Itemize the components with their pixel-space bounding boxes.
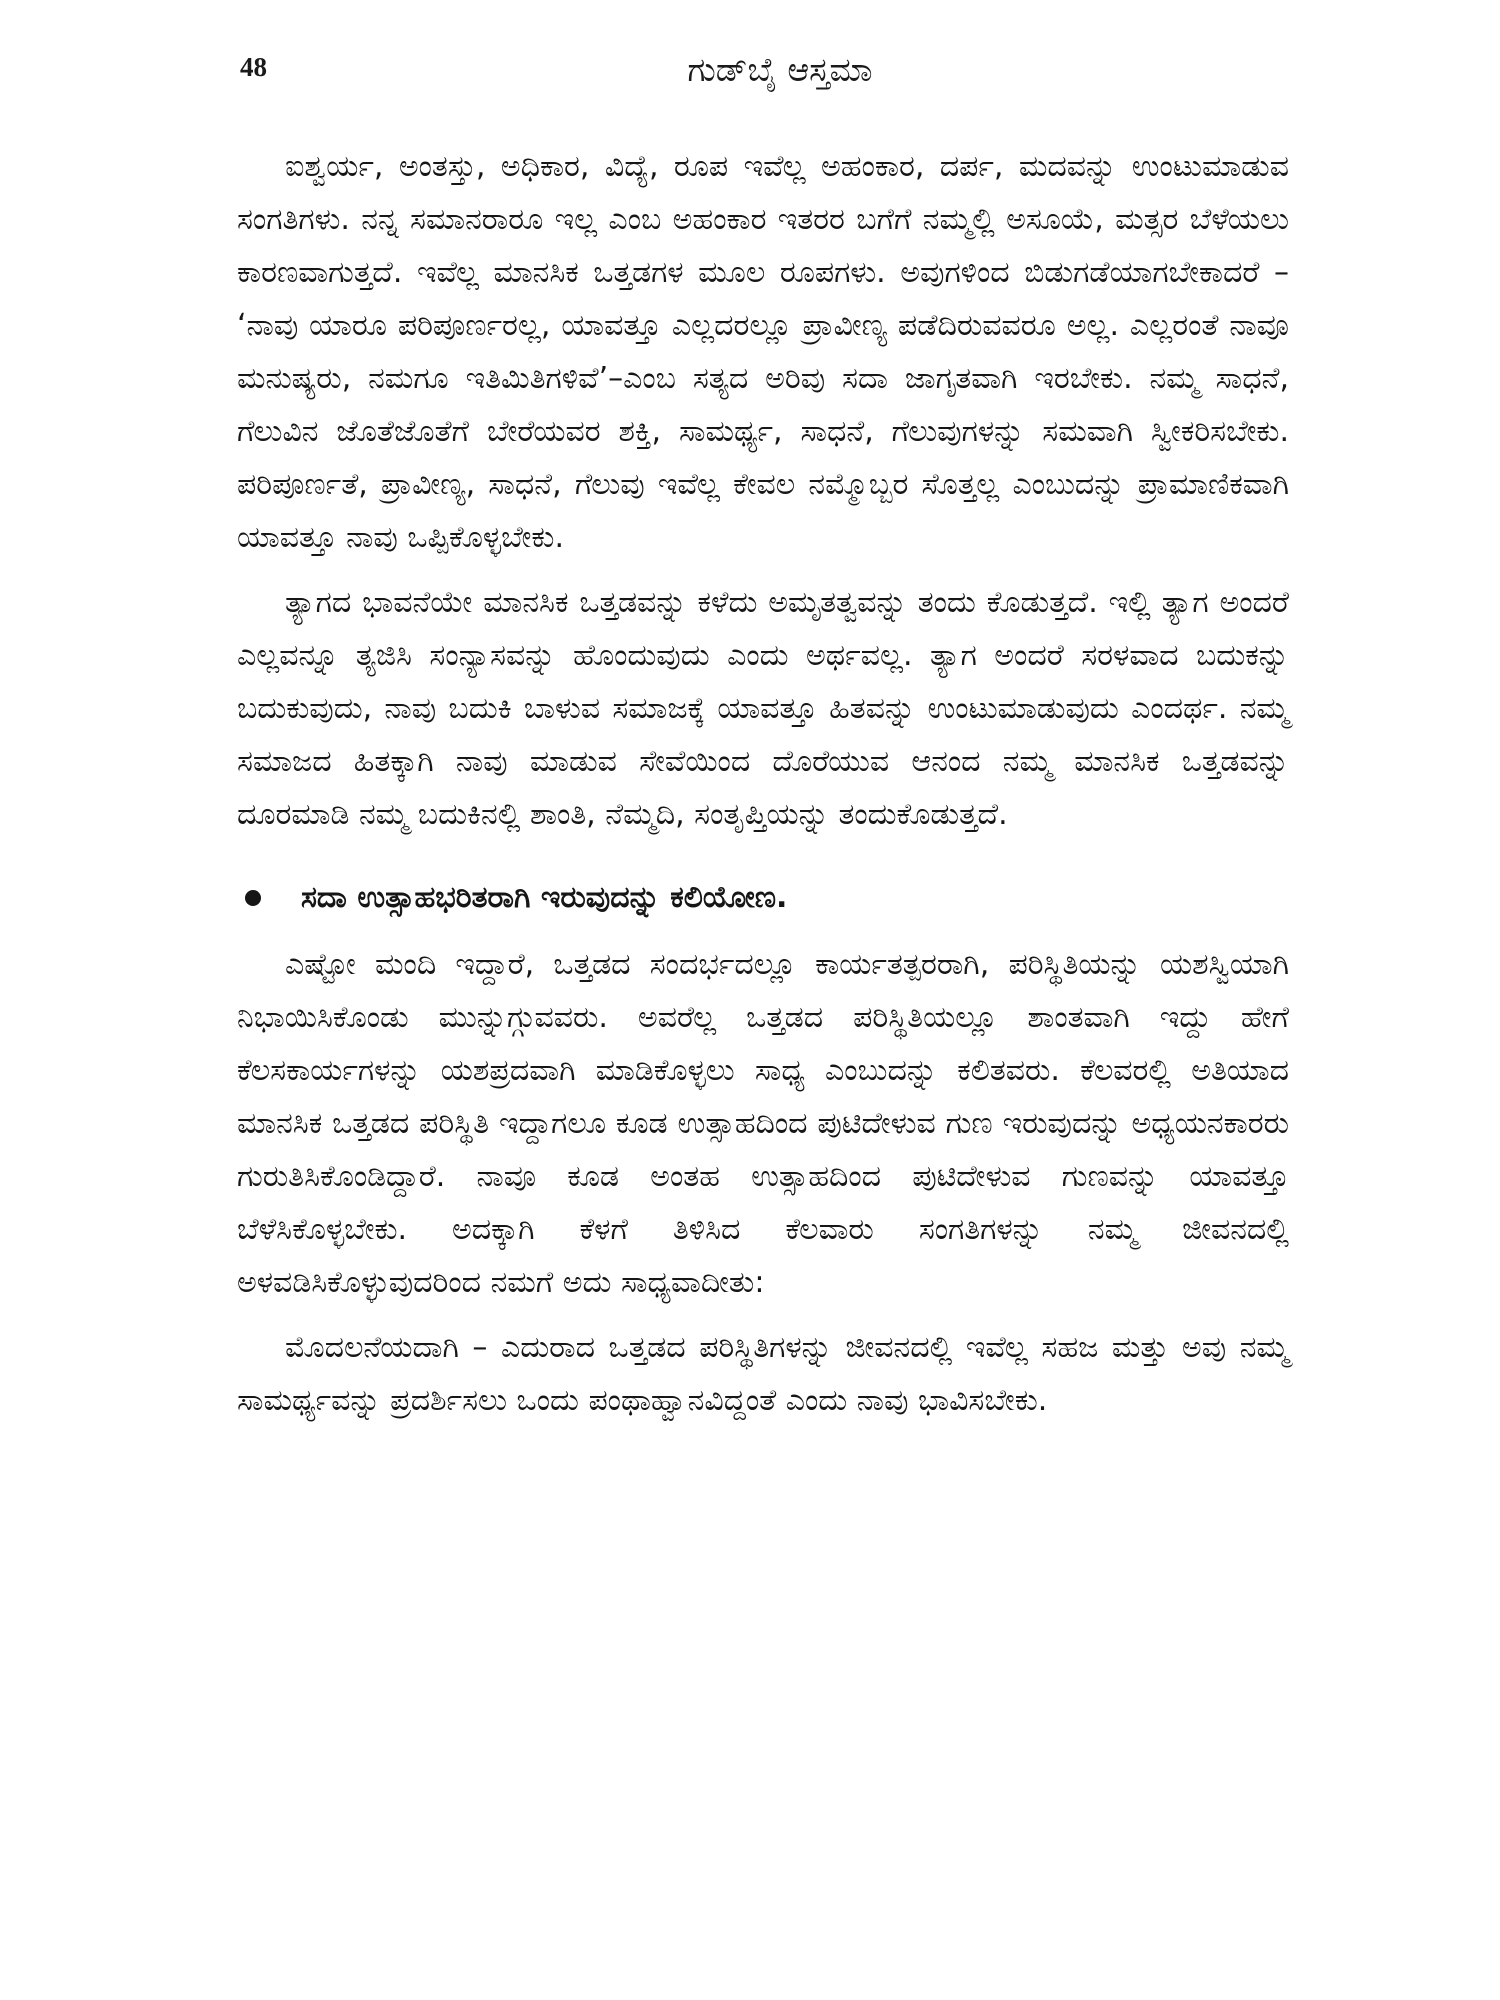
section-heading-text: ಸದಾ ಉತ್ಸಾಹಭರಿತರಾಗಿ ಇರುವುದನ್ನು ಕಲಿಯೋಣ. — [301, 880, 788, 915]
page-number: 48 — [240, 52, 267, 82]
section-heading — [237, 871, 1289, 924]
paragraph-pride: ಐಶ್ವರ್ಯ, ಅಂತಸ್ತು, ಅಧಿಕಾರ, ವಿದ್ಯೆ, ರೂಪ ಇವೆಲ್ಲ ಅಹಂಕಾರ, ದರ್ಪ, ಮದವನ್ನು ಉಂಟುಮಾಡುವ ಸಂಗತಿಗಳು. ನನ್ನ ಸಮಾನರಾರೂ ಇಲ್ಲ ಎಂಬ ಅಹಂಕಾರ ಇತರರ ಬಗೆಗೆ ನಮ್ಮಲ್ಲಿ ಅಸೂಯೆ, ಮತ್ಸರ ಬೆಳೆಯಲು ಕಾರಣವಾಗುತ್ತದೆ. ಇವೆಲ್ಲ ಮಾನಸಿಕ ಒತ್ತಡಗಳ ಮೂಲ ರೂಪಗಳು. ಅವುಗಳಿಂದ ಬಿಡುಗಡೆಯಾಗಬೇಕಾದರೆ – ‘ನಾವು ಯಾರೂ ಪರಿಪೂರ್ಣರಲ್ಲ, ಯಾವತ್ತೂ ಎಲ್ಲದರಲ್ಲೂ ಪ್ರಾವೀಣ್ಯ ಪಡೆದಿರುವವರೂ ಅಲ್ಲ. ಎಲ್ಲರಂತೆ ನಾವೂ ಮನುಷ್ಯರು, ನಮಗೂ ಇತಿಮಿತಿಗಳಿವೆ’–ಎಂಬ ಸತ್ಯದ ಅರಿವು ಸದಾ ಜಾಗೃತವಾಗಿ ಇರಬೇಕು. ನಮ್ಮ ಸಾಧನೆ, ಗೆಲುವಿನ ಜೊತೆಜೊತೆಗೆ ಬೇರೆಯವರ ಶಕ್ತಿ, ಸಾಮರ್ಥ್ಯ, ಸಾಧನೆ, ಗೆಲುವುಗಳನ್ನು ಸಮವಾಗಿ ಸ್ವೀಕರಿಸಬೇಕು. ಪರಿಪೂರ್ಣತೆ, ಪ್ರಾವೀಣ್ಯ, ಸಾಧನೆ, ಗೆಲುವು ಇವೆಲ್ಲ ಕೇವಲ ನಮ್ಮೊಬ್ಬರ ಸೊತ್ತಲ್ಲ ಎಂಬುದನ್ನು ಪ್ರಾಮಾಣಿಕವಾಗಿ ಯಾವತ್ತೂ ನಾವು ಒಪ್ಪಿಕೊಳ್ಳಬೇಕು. — [237, 149, 1289, 555]
paragraph-firstly: ಮೊದಲನೆಯದಾಗಿ – ಎದುರಾದ ಒತ್ತಡದ ಪರಿಸ್ಥಿತಿಗಳನ್ನು ಜೀವನದಲ್ಲಿ ಇವೆಲ್ಲ ಸಹಜ ಮತ್ತು ಅವು ನಮ್ಮ ಸಾಮರ್ಥ್ಯವನ್ನು ಪ್ರದರ್ಶಿಸಲು ಒಂದು ಪಂಥಾಹ್ವಾನವಿದ್ದಂತೆ ಎಂದು ನಾವು ಭಾವಿಸಬೇಕು. — [237, 1330, 1289, 1418]
page-body — [237, 140, 1289, 1427]
paragraph-sacrifice: ತ್ಯಾಗದ ಭಾವನೆಯೇ ಮಾನಸಿಕ ಒತ್ತಡವನ್ನು ಕಳೆದು ಅಮೃತತ್ವವನ್ನು ತಂದು ಕೊಡುತ್ತದೆ. ಇಲ್ಲಿ ತ್ಯಾಗ ಅಂದರೆ ಎಲ್ಲವನ್ನೂ ತ್ಯಜಿಸಿ ಸಂನ್ಯಾಸವನ್ನು ಹೊಂದುವುದು ಎಂದು ಅರ್ಥವಲ್ಲ. ತ್ಯಾಗ ಅಂದರೆ ಸರಳವಾದ ಬದುಕನ್ನು ಬದುಕುವುದು, ನಾವು ಬದುಕಿ ಬಾಳುವ ಸಮಾಜಕ್ಕೆ ಯಾವತ್ತೂ ಹಿತವನ್ನು ಉಂಟುಮಾಡುವುದು ಎಂದರ್ಥ. ನಮ್ಮ ಸಮಾಜದ ಹಿತಕ್ಕಾಗಿ ನಾವು ಮಾಡುವ ಸೇವೆಯಿಂದ ದೊರೆಯುವ ಆನಂದ ನಮ್ಮ ಮಾನಸಿಕ ಒತ್ತಡವನ್ನು ದೂರಮಾಡಿ ನಮ್ಮ ಬದುಕಿನಲ್ಲಿ ಶಾಂತಿ, ನೆಮ್ಮದಿ, ಸಂತೃಪ್ತಿಯನ್ನು ತಂದುಕೊಡುತ್ತದೆ. — [237, 585, 1289, 832]
bullet-icon — [245, 890, 261, 906]
paragraph-resilience: ಎಷ್ಟೋ ಮಂದಿ ಇದ್ದಾರೆ, ಒತ್ತಡದ ಸಂದರ್ಭದಲ್ಲೂ ಕಾರ್ಯತತ್ಪರರಾಗಿ, ಪರಿಸ್ಥಿತಿಯನ್ನು ಯಶಸ್ವಿಯಾಗಿ ನಿಭಾಯಿಸಿಕೊಂಡು ಮುನ್ನುಗ್ಗುವವರು. ಅವರೆಲ್ಲ ಒತ್ತಡದ ಪರಿಸ್ಥಿತಿಯಲ್ಲೂ ಶಾಂತವಾಗಿ ಇದ್ದು ಹೇಗೆ ಕೆಲಸಕಾರ್ಯಗಳನ್ನು ಯಶಪ್ರದವಾಗಿ ಮಾಡಿಕೊಳ್ಳಲು ಸಾಧ್ಯ ಎಂಬುದನ್ನು ಕಲಿತವರು. ಕೆಲವರಲ್ಲಿ ಅತಿಯಾದ ಮಾನಸಿಕ ಒತ್ತಡದ ಪರಿಸ್ಥಿತಿ ಇದ್ದಾಗಲೂ ಕೂಡ ಉತ್ಸಾಹದಿಂದ ಪುಟಿದೇಳುವ ಗುಣ ಇರುವುದನ್ನು ಅಧ್ಯಯನಕಾರರು ಗುರುತಿಸಿಕೊಂಡಿದ್ದಾರೆ. ನಾವೂ ಕೂಡ ಅಂತಹ ಉತ್ಸಾಹದಿಂದ ಪುಟಿದೇಳುವ ಗುಣವನ್ನು ಯಾವತ್ತೂ ಬೆಳೆಸಿಕೊಳ್ಳಬೇಕು. ಅದಕ್ಕಾಗಿ ಕೆಳಗೆ ತಿಳಿಸಿದ ಕೆಲವಾರು ಸಂಗತಿಗಳನ್ನು ನಮ್ಮ ಜೀವನದಲ್ಲಿ ಅಳವಡಿಸಿಕೊಳ್ಳುವುದರಿಂದ ನಮಗೆ ಅದು ಸಾಧ್ಯವಾದೀತು: — [237, 947, 1289, 1300]
running-title: ಗುಡ್‌ಬೈ ಆಸ್ತಮಾ — [687, 50, 873, 89]
